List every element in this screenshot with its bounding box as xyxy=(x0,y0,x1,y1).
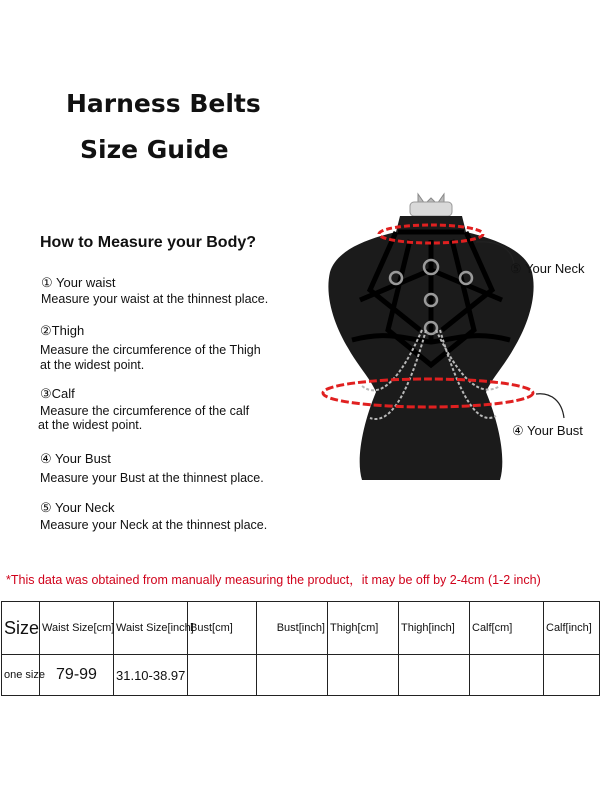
header-bust-inch: Bust[inch] xyxy=(257,602,328,655)
cell-calf-inch xyxy=(544,655,600,696)
header-thigh-cm: Thigh[cm] xyxy=(328,602,399,655)
header-thigh-inch: Thigh[inch] xyxy=(399,602,470,655)
title-line-1: Harness Belts xyxy=(66,89,261,118)
cell-bust-inch xyxy=(257,655,328,696)
bust-label: ④ Your Bust xyxy=(512,423,583,438)
header-bust-cm: Bust[cm] xyxy=(188,602,257,655)
step-calf-head: ③Calf xyxy=(40,386,75,401)
step-waist-desc: Measure your waist at the thinnest place. xyxy=(41,292,269,306)
how-to-heading: How to Measure your Body? xyxy=(40,234,257,251)
size-table-row xyxy=(2,655,600,696)
neck-label: ⑤ Your Neck xyxy=(510,261,585,276)
size-table xyxy=(1,601,600,696)
header-waist-inch: Waist Size[inch] xyxy=(114,602,188,655)
step-thigh-desc-1: Measure the circumference of the Thigh xyxy=(40,343,261,357)
cell-thigh-cm xyxy=(328,655,399,696)
cell-calf-cm xyxy=(470,655,544,696)
measurement-note: *This data was obtained from manually measuring the product，it may be off by 2-4cm (1-2 inch) xyxy=(6,573,541,587)
cell-waist-cm: 79-99 xyxy=(40,655,114,696)
cell-bust-cm xyxy=(188,655,257,696)
step-waist-head: ① Your waist xyxy=(41,275,116,290)
step-neck-head: ⑤ Your Neck xyxy=(40,500,115,515)
cell-size: one size xyxy=(2,655,40,696)
step-neck-desc: Measure your Neck at the thinnest place. xyxy=(40,518,268,532)
header-size: Size xyxy=(2,602,40,655)
step-calf-desc-2: at the widest point. xyxy=(38,418,143,432)
step-bust-desc: Measure your Bust at the thinnest place. xyxy=(40,471,264,485)
title-line-2: Size Guide xyxy=(80,135,229,164)
bust-arrow xyxy=(536,394,564,418)
step-thigh-head: ②Thigh xyxy=(40,323,85,338)
cell-thigh-inch xyxy=(399,655,470,696)
neck-cap-rim xyxy=(410,202,452,216)
header-calf-inch: Calf[inch] xyxy=(544,602,600,655)
size-table-header-row xyxy=(2,602,600,655)
step-bust-head: ④ Your Bust xyxy=(40,451,111,466)
step-thigh-desc-2: at the widest point. xyxy=(40,358,145,372)
cell-waist-inch: 31.10-38.97 xyxy=(114,655,188,696)
mannequin-harness-figure xyxy=(300,180,600,490)
header-waist-cm: Waist Size[cm] xyxy=(40,602,114,655)
header-calf-cm: Calf[cm] xyxy=(470,602,544,655)
step-calf-desc-1: Measure the circumference of the calf xyxy=(40,404,250,418)
